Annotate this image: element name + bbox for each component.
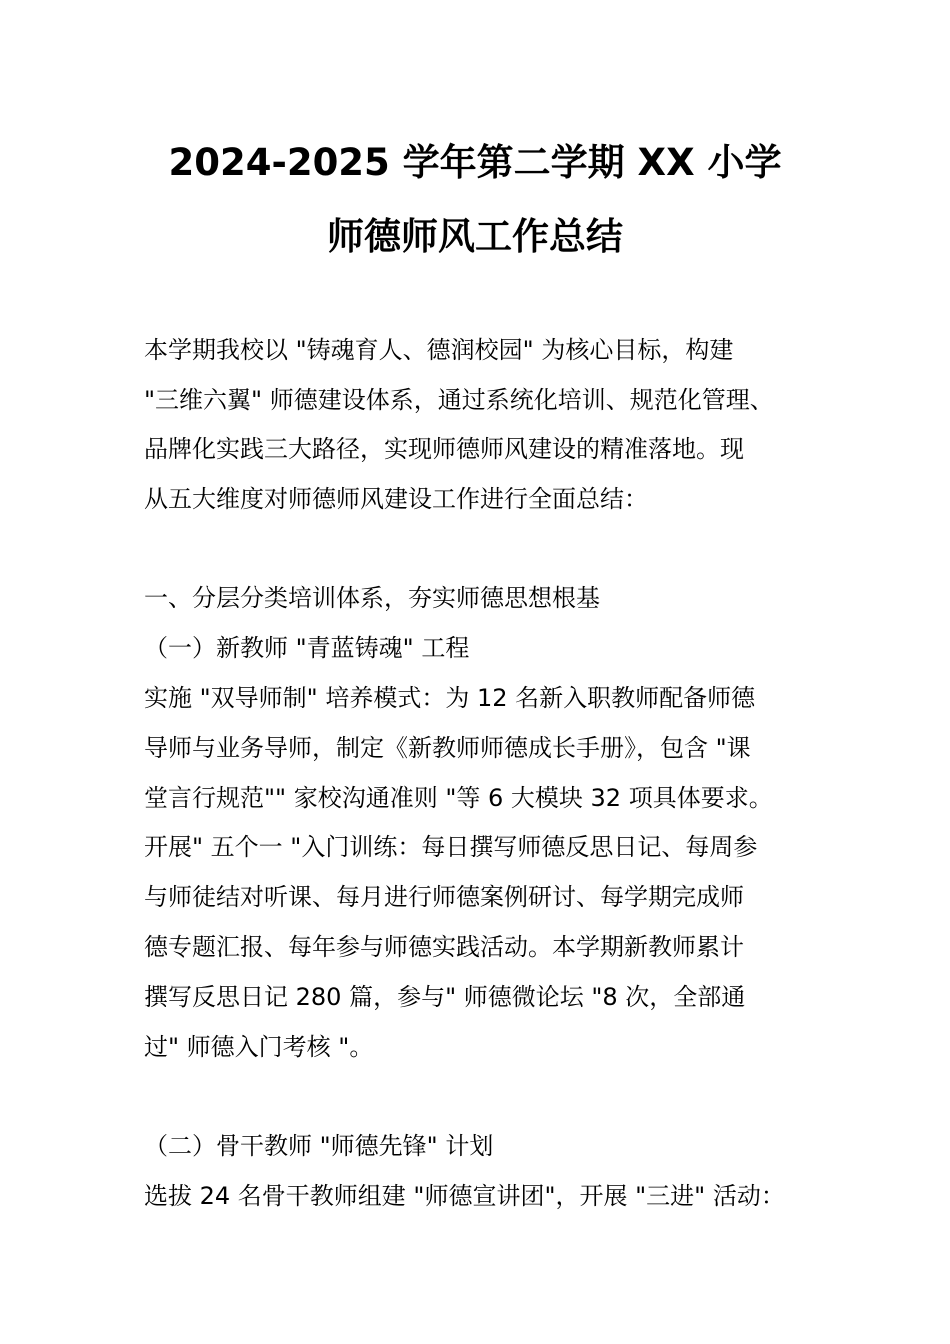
subsection-1-line-8: 过" 师德入门考核 "。	[144, 1033, 374, 1061]
document-title-line-1: 2024-2025 学年第二学期 XX 小学	[168, 141, 782, 184]
intro-line-2: "三维六翼" 师德建设体系，通过系统化培训、规范化管理、	[144, 386, 774, 414]
subsection-1-line-3: 堂言行规范"" 家校沟通准则 "等 6 大模块 32 项具体要求。	[144, 784, 773, 812]
subsection-2-line-1: 选拔 24 名骨干教师组建 "师德宣讲团"，开展 "三进" 活动：	[144, 1182, 785, 1210]
subsection-1-line-2: 导师与业务导师，制定《新教师师德成长手册》，包含 "课	[144, 734, 751, 762]
subsection-1-line-6: 德专题汇报、每年参与师德实践活动。本学期新教师累计	[144, 933, 744, 961]
subsection-1-line-4: 开展" 五个一 "入门训练：每日撰写师德反思日记、每周参	[144, 833, 758, 861]
subsection-2-heading: （二）骨干教师 "师德先锋" 计划	[144, 1132, 494, 1160]
intro-line-3: 品牌化实践三大路径，实现师德师风建设的精准落地。现	[144, 435, 744, 463]
document-title-line-2: 师德师风工作总结	[327, 215, 623, 258]
intro-line-1: 本学期我校以 "铸魂育人、德润校园" 为核心目标，构建	[144, 336, 734, 364]
section-1-heading: 一、分层分类培训体系，夯实师德思想根基	[144, 584, 600, 612]
subsection-1-line-5: 与师徒结对听课、每月进行师德案例研讨、每学期完成师	[144, 883, 744, 911]
subsection-1-line-1: 实施 "双导师制" 培养模式：为 12 名新入职教师配备师德	[144, 684, 756, 712]
intro-line-4: 从五大维度对师德师风建设工作进行全面总结：	[144, 485, 648, 513]
subsection-1-line-7: 撰写反思日记 280 篇，参与" 师德微论坛 "8 次，全部通	[144, 983, 746, 1011]
subsection-1-heading: （一）新教师 "青蓝铸魂" 工程	[144, 634, 470, 662]
